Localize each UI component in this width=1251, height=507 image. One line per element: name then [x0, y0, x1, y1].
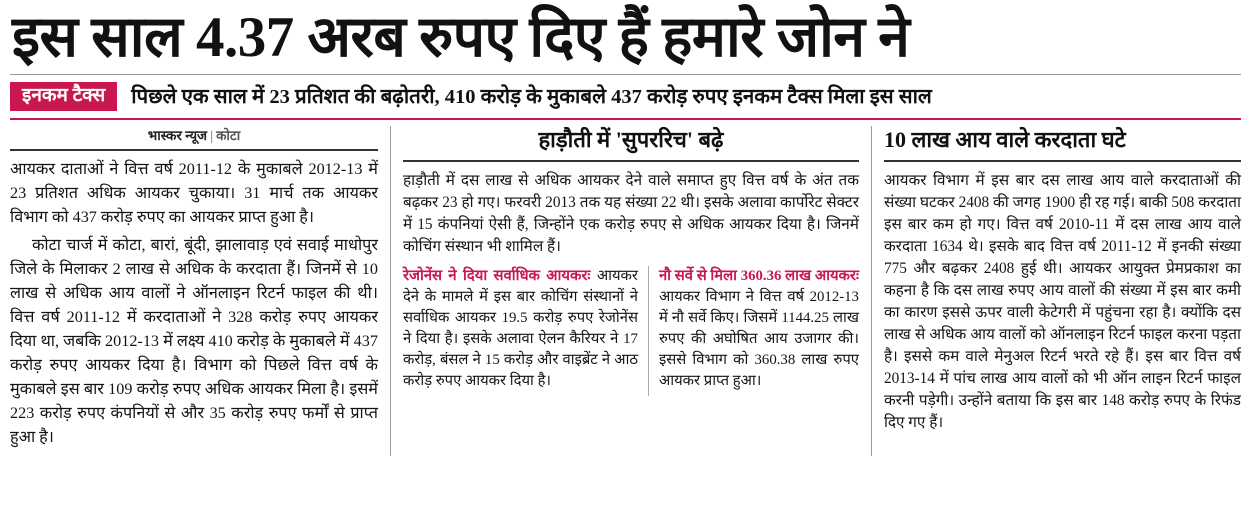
section-heading: हाड़ौती में 'सुपररिच' बढ़े	[538, 126, 724, 152]
page-headline: इस साल 4.37 अरब रुपए दिए हैं हमारे जोन ने	[12, 6, 910, 69]
section-heading: 10 लाख आय वाले करदाता घटे	[883, 126, 1126, 152]
paragraph: हाड़ौती में दस लाख से अधिक आयकर देने वाले समाप्त हुए वित्त वर्ष के अंत तक बढ़कर 23 हो गए। फरवरी 2013 तक यह संख्या 22 थी। इसके अलावा कार्पोरेट सेक्टर में 15 कंपनियां ऐसी हैं, जिन्होंने एक करोड़ रुपए से अधिक आयकर दिया है। जिनमें कोचिंग संस्थान भी शामिल हैं।	[402, 171, 859, 255]
paragraph	[659, 266, 859, 392]
byline-separator: |	[210, 127, 214, 143]
section-tag-badge: इनकम टैक्स	[10, 82, 117, 111]
sub-kicker: रेजोनेंस ने दिया सर्वाधिक आयकरः	[402, 267, 591, 284]
byline-source: भास्कर न्यूज	[147, 127, 208, 143]
paragraph: आयकर दाताओं ने वित्त वर्ष 2011-12 के मुकाबले 2012-13 में 23 प्रतिशत अधिक आयकर चुकाया। 31 मार्च तक आयकर विभाग को 437 करोड़ रुपए का आयकर प्राप्त हुआ है।	[10, 159, 378, 226]
sub-column-resonance	[403, 266, 648, 396]
byline	[10, 120, 378, 149]
column-superrich-story	[391, 120, 871, 456]
byline-city: कोटा	[216, 127, 241, 143]
article-columns	[10, 120, 1241, 456]
paragraph: आयकर विभाग में इस बार दस लाख आय वाले करदाताओं की संख्या घटकर 2408 की जगह 1900 ही रह गई। बाकी 508 करदाता इस बार कम हो गए। वित्त वर्ष 2010-11 में दस लाख आय वाले करदाता 1634 थे। इसके बाद वित्त वर्ष 2011-12 में इनकी संख्या 775 और बढ़कर 2408 हुई थी। आयकर आयुक्त प्रेमप्रकाश का कहना है कि दस लाख रुपए आय वालों की संख्या में इस बार कमी का कारण इससे ऊपर वाली केटेगरी में पहुंचना रहा है। क्योंकि दस लाख से अधिक आय वालों को ऑनलाइन रिटर्न फाइल करना पड़ता है। इससे कम वाले मेनुअल रिटर्न भरते रहे हैं। इस बार वित्त वर्ष 2013-14 में पांच लाख आय वालों को भी ऑन लाइन रिटर्न फाइल करनी पड़ेगी। उन्होंने बताया कि इस बार 148 करोड़ रुपए के रिफंड दिए गए हैं।	[883, 171, 1241, 432]
sub-column-survey	[649, 266, 859, 396]
byline-rule	[10, 149, 378, 151]
subheadline-bar	[10, 75, 1241, 118]
subheadline-text: पिछले एक साल में 23 प्रतिशत की बढ़ोतरी, 410 करोड़ के मुकाबले 437 करोड़ रुपए इनकम टैक्स मिला इस साल	[131, 86, 932, 109]
section-heading-rule	[884, 160, 1241, 162]
sub-kicker: नौ सर्वे से मिला 360.36 लाख आयकरः	[658, 267, 859, 284]
section-heading-rule	[403, 160, 859, 162]
sub-columns	[403, 266, 859, 396]
paragraph: कोटा चार्ज में कोटा, बारां, बूंदी, झालावाड़ एवं सवाई माधोपुर जिले के मिलाकर 2 लाख से अधिक के करदाता हैं। जिनमें से 10 लाख से अधिक आय वालों ने ऑनलाइन रिटर्न फाइल की थी। वित्त वर्ष 2011-12 में करदाताओं ने 328 करोड़ रुपए आयकर दिया था, जबकि 2012-13 में लक्ष्य 410 करोड़ के मुकाबले में 437 करोड़ रुपए आयकर दिया है। विभाग को पिछले वित्त वर्ष के मुकाबले इस बार 109 करोड़ रुपए अधिक आयकर मिला है। इसमें 223 करोड़ रुपए कंपनियों से और 35 करोड़ रुपए फर्मों से प्राप्त हुआ है।	[10, 235, 378, 446]
sub-text: आयकर देने के मामले में इस बार कोचिंग संस्थानों ने सर्वाधिक आयकर 19.5 करोड़ रुपए रेजोनेंस ने दिया है। इसके अलावा ऐलन कैरियर ने 17 करोड़, बंसल ने 15 करोड़ और वाइब्रेंट ने आठ करोड़ रुपए आयकर दिया है।	[402, 267, 638, 389]
column-taxpayers-story	[872, 120, 1241, 456]
sub-text: आयकर विभाग ने वित्त वर्ष 2012-13 में नौ सर्वे किए। जिसमें 1144.25 लाख रुपए की अघोषित आय उजागर की। इससे विभाग को 360.38 लाख रुपए आयकर प्राप्त हुआ।	[658, 288, 859, 389]
column-main-story	[10, 120, 390, 456]
paragraph	[403, 266, 638, 392]
